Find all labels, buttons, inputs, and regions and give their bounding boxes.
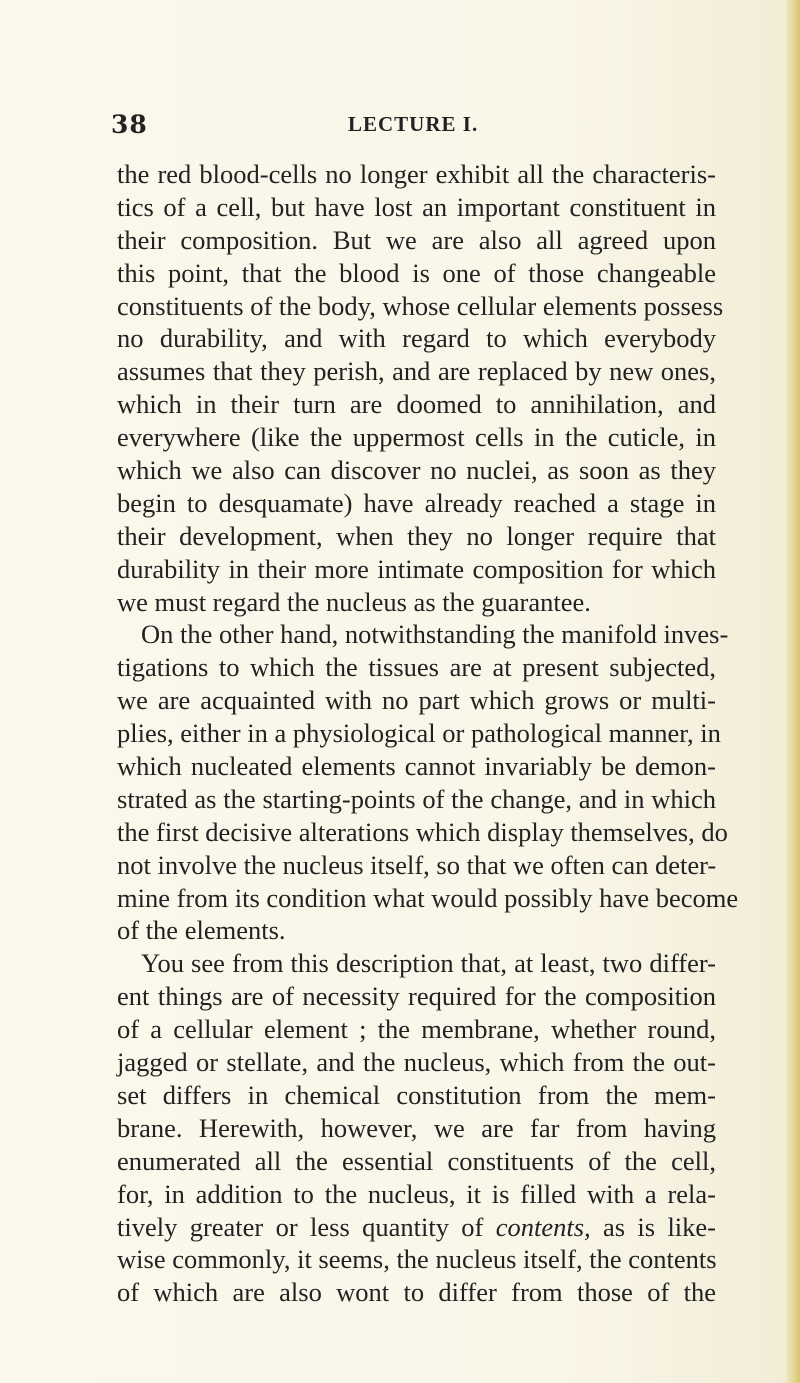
- text-line: plies, either in a physiological or pathological manner, in: [117, 718, 721, 749]
- text-line: of which are also wont to differ from those of the: [117, 1277, 716, 1308]
- text-line: of a cellular element ; the membrane, whether round,: [117, 1014, 716, 1045]
- body-text: [117, 158, 739, 1309]
- text-line: jagged or stellate, and the nucleus, which from the out-: [117, 1047, 716, 1078]
- page-header: [0, 110, 800, 146]
- paragraph-start: On the other hand, notwithstanding the manifold inves-: [141, 619, 729, 650]
- text-line: ent things are of necessity required for the composition: [117, 981, 716, 1012]
- text-line: tigations to which the tissues are at present subjected,: [117, 652, 716, 683]
- paragraph-start: You see from this description that, at least, two differ-: [141, 948, 716, 979]
- text-line: we are acquainted with no part which grows or multi-: [117, 685, 716, 716]
- text-line: strated as the starting-points of the change, and in which: [117, 783, 716, 814]
- text-line: their development, when they no longer require that: [117, 520, 716, 551]
- text-line: mine from its condition what would possibly have become: [117, 882, 739, 913]
- text-line: everywhere (like the uppermost cells in the cuticle, in: [117, 422, 716, 453]
- text-line: durability in their more intimate composition for which: [117, 553, 716, 584]
- text-line: enumerated all the essential constituents of the cell,: [117, 1145, 716, 1176]
- text-line: their composition. But we are also all agreed upon: [117, 224, 716, 255]
- text-line: of the elements.: [117, 915, 286, 946]
- text-line: which in their turn are doomed to annihilation, and: [117, 389, 716, 420]
- page-number: 38: [111, 110, 148, 139]
- text-line: tics of a cell, but have lost an important constituent in: [117, 191, 716, 222]
- text-segment: tively greater or less quantity of: [117, 1211, 484, 1242]
- text-segment: as is like-: [603, 1211, 716, 1242]
- text-line: begin to desquamate) have already reached a stage in: [117, 487, 716, 518]
- text-line: this point, that the blood is one of those changeable: [117, 257, 716, 288]
- text-line: brane. Herewith, however, we are far from having: [117, 1112, 716, 1143]
- italic-term: contents,: [495, 1211, 591, 1242]
- running-head: LECTURE I.: [348, 112, 479, 136]
- text-line: not involve the nucleus itself, so that we often can deter-: [117, 849, 717, 880]
- page-edge: [786, 0, 800, 1383]
- text-line-with-italic: [117, 1211, 716, 1244]
- text-line: set differs in chemical constitution from the mem-: [117, 1079, 716, 1110]
- text-line: the red blood-cells no longer exhibit all the characteris-: [117, 159, 716, 189]
- text-line: for, in addition to the nucleus, it is filled with a rela-: [117, 1178, 716, 1209]
- text-line: no durability, and with regard to which everybody: [117, 323, 716, 354]
- text-line: constituents of the body, whose cellular elements possess: [117, 290, 724, 321]
- text-line: the first decisive alterations which display themselves, do: [117, 816, 728, 847]
- text-line: we must regard the nucleus as the guarantee.: [117, 586, 591, 617]
- text-line: wise commonly, it seems, the nucleus itself, the contents: [117, 1244, 717, 1275]
- text-line: assumes that they perish, and are replaced by new ones,: [117, 356, 716, 387]
- text-line: which we also can discover no nuclei, as soon as they: [117, 455, 716, 486]
- text-line: which nucleated elements cannot invariably be demon-: [117, 751, 716, 782]
